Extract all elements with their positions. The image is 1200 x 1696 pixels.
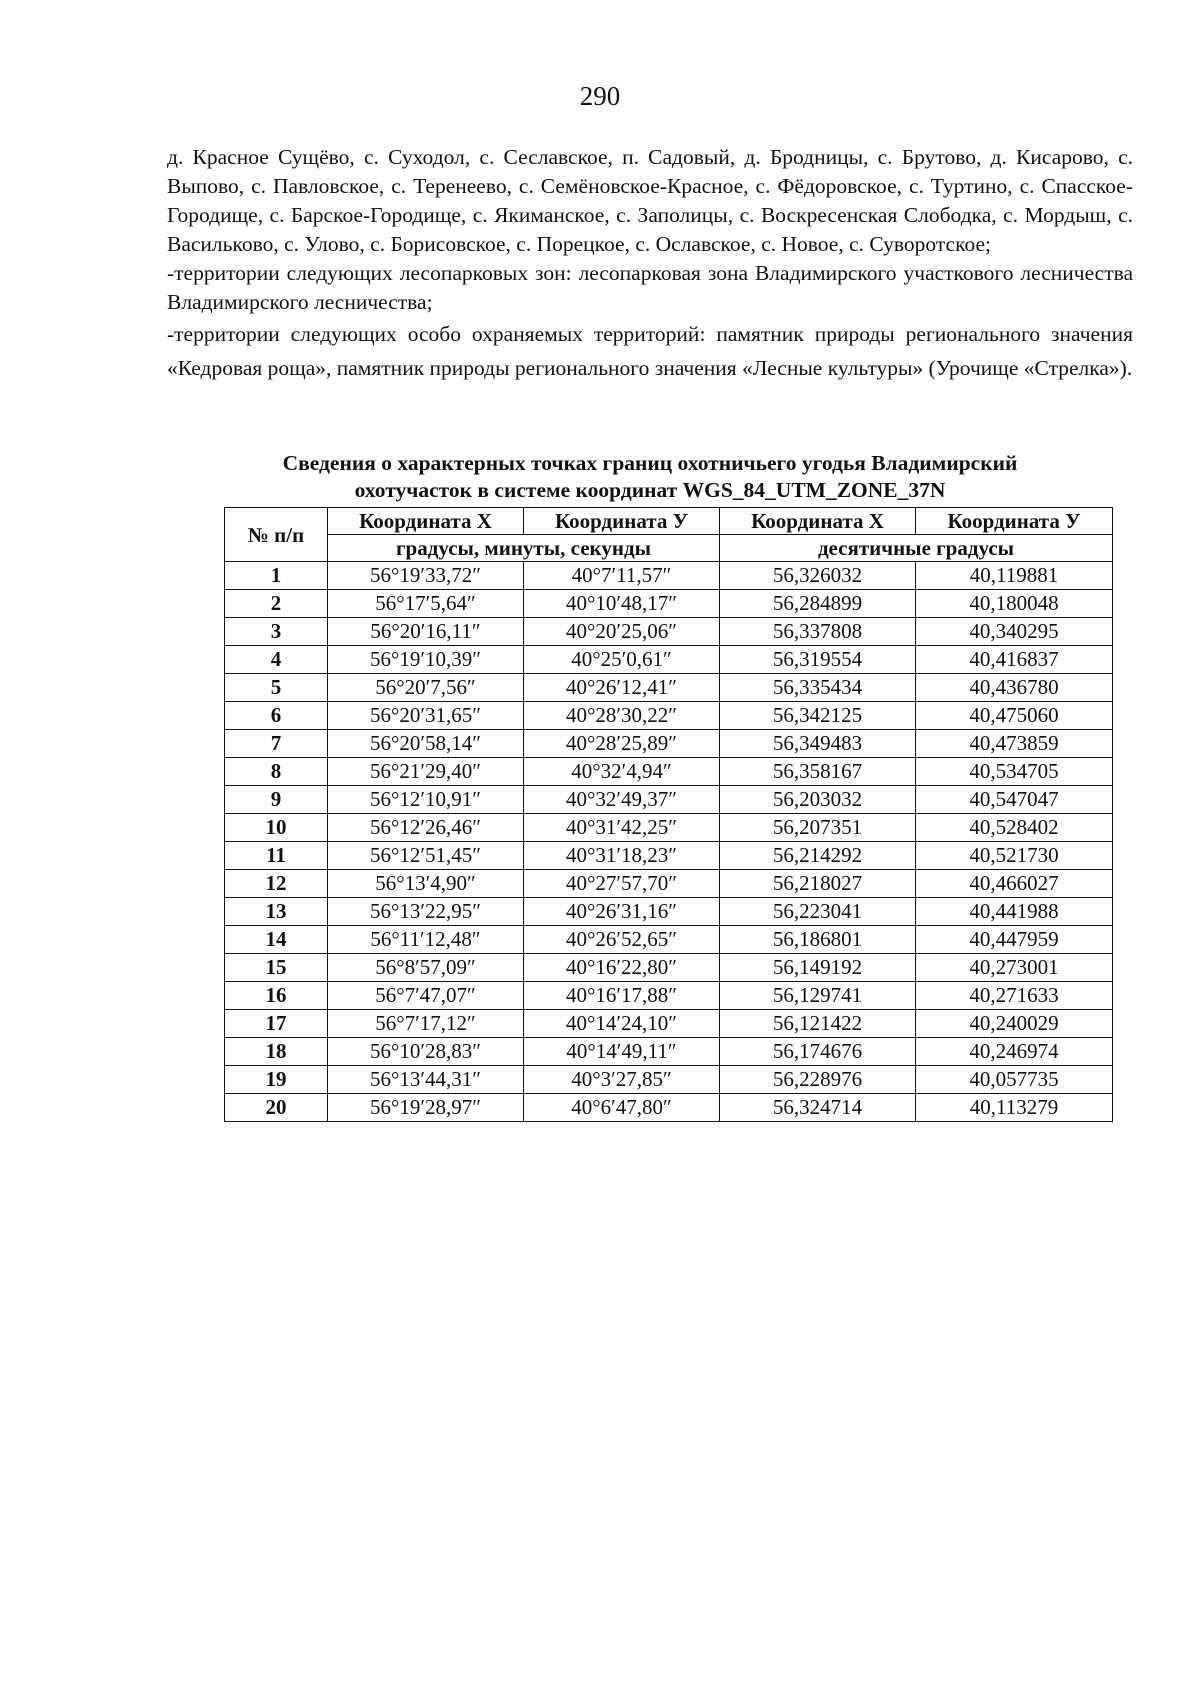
cell-x-dms: 56°19′33,72″ xyxy=(328,562,524,590)
cell-row-number: 10 xyxy=(225,814,328,842)
cell-row-number: 5 xyxy=(225,674,328,702)
cell-x-dms: 56°20′31,65″ xyxy=(328,702,524,730)
table-row xyxy=(225,954,1113,982)
cell-row-number: 17 xyxy=(225,1010,328,1038)
cell-x-decimal: 56,129741 xyxy=(720,982,916,1010)
cell-y-dms: 40°27′57,70″ xyxy=(524,870,720,898)
cell-y-decimal: 40,246974 xyxy=(916,1038,1113,1066)
cell-x-dms: 56°19′10,39″ xyxy=(328,646,524,674)
cell-y-decimal: 40,273001 xyxy=(916,954,1113,982)
cell-y-decimal: 40,528402 xyxy=(916,814,1113,842)
cell-y-decimal: 40,466027 xyxy=(916,870,1113,898)
table-row xyxy=(225,982,1113,1010)
cell-x-decimal: 56,337808 xyxy=(720,618,916,646)
cell-x-decimal: 56,342125 xyxy=(720,702,916,730)
cell-row-number: 8 xyxy=(225,758,328,786)
cell-y-decimal: 40,521730 xyxy=(916,842,1113,870)
cell-y-dms: 40°25′0,61″ xyxy=(524,646,720,674)
cell-row-number: 18 xyxy=(225,1038,328,1066)
cell-x-dms: 56°13′4,90″ xyxy=(328,870,524,898)
cell-x-decimal: 56,203032 xyxy=(720,786,916,814)
header-decimal-units: десятичные градусы xyxy=(720,535,1113,562)
cell-row-number: 20 xyxy=(225,1094,328,1122)
cell-row-number: 11 xyxy=(225,842,328,870)
cell-y-dms: 40°32′49,37″ xyxy=(524,786,720,814)
table-row xyxy=(225,1094,1113,1122)
cell-row-number: 6 xyxy=(225,702,328,730)
table-row xyxy=(225,590,1113,618)
cell-x-decimal: 56,319554 xyxy=(720,646,916,674)
cell-x-decimal: 56,174676 xyxy=(720,1038,916,1066)
table-row xyxy=(225,618,1113,646)
table-title xyxy=(167,450,1133,504)
paragraph-protected-areas: -территории следующих особо охраняемых территорий: памятник природы регионального значения «Кедровая роща», памятник природы регионального значения «Лесные культуры» (Урочище «Стрелка»). xyxy=(167,322,1133,380)
cell-row-number: 13 xyxy=(225,898,328,926)
table-row xyxy=(225,1010,1113,1038)
cell-x-decimal: 56,284899 xyxy=(720,590,916,618)
cell-y-decimal: 40,180048 xyxy=(916,590,1113,618)
cell-x-dms: 56°12′10,91″ xyxy=(328,786,524,814)
cell-y-dms: 40°26′31,16″ xyxy=(524,898,720,926)
cell-y-dms: 40°31′42,25″ xyxy=(524,814,720,842)
cell-x-decimal: 56,223041 xyxy=(720,898,916,926)
cell-row-number: 4 xyxy=(225,646,328,674)
table-row xyxy=(225,786,1113,814)
cell-x-dms: 56°13′44,31″ xyxy=(328,1066,524,1094)
cell-y-decimal: 40,240029 xyxy=(916,1010,1113,1038)
table-row xyxy=(225,898,1113,926)
cell-y-dms: 40°10′48,17″ xyxy=(524,590,720,618)
cell-y-decimal: 40,547047 xyxy=(916,786,1113,814)
cell-y-dms: 40°28′30,22″ xyxy=(524,702,720,730)
cell-x-dms: 56°7′17,12″ xyxy=(328,1010,524,1038)
cell-x-decimal: 56,149192 xyxy=(720,954,916,982)
cell-y-dms: 40°16′22,80″ xyxy=(524,954,720,982)
cell-y-dms: 40°26′12,41″ xyxy=(524,674,720,702)
cell-row-number: 16 xyxy=(225,982,328,1010)
cell-x-decimal: 56,207351 xyxy=(720,814,916,842)
cell-x-decimal: 56,218027 xyxy=(720,870,916,898)
table-row xyxy=(225,1038,1113,1066)
cell-y-dms: 40°31′18,23″ xyxy=(524,842,720,870)
cell-y-decimal: 40,473859 xyxy=(916,730,1113,758)
table-row xyxy=(225,926,1113,954)
cell-x-dms: 56°8′57,09″ xyxy=(328,954,524,982)
header-x-dms: Координата X xyxy=(328,508,524,535)
cell-x-decimal: 56,335434 xyxy=(720,674,916,702)
cell-x-dms: 56°20′16,11″ xyxy=(328,618,524,646)
cell-y-decimal: 40,057735 xyxy=(916,1066,1113,1094)
table-row xyxy=(225,674,1113,702)
cell-x-dms: 56°19′28,97″ xyxy=(328,1094,524,1122)
cell-y-dms: 40°16′17,88″ xyxy=(524,982,720,1010)
table-title-line-1: Сведения о характерных точках границ охотничьего угодья Владимирский xyxy=(282,451,1018,475)
table-row xyxy=(225,730,1113,758)
page-number: 290 xyxy=(579,81,621,111)
cell-y-dms: 40°14′49,11″ xyxy=(524,1038,720,1066)
coordinates-table-body xyxy=(225,562,1113,1122)
cell-x-dms: 56°7′47,07″ xyxy=(328,982,524,1010)
cell-y-decimal: 40,534705 xyxy=(916,758,1113,786)
cell-x-decimal: 56,214292 xyxy=(720,842,916,870)
cell-y-dms: 40°28′25,89″ xyxy=(524,730,720,758)
cell-y-dms: 40°7′11,57″ xyxy=(524,562,720,590)
cell-y-decimal: 40,441988 xyxy=(916,898,1113,926)
cell-y-decimal: 40,119881 xyxy=(916,562,1113,590)
cell-row-number: 7 xyxy=(225,730,328,758)
cell-y-decimal: 40,447959 xyxy=(916,926,1113,954)
cell-row-number: 1 xyxy=(225,562,328,590)
table-row xyxy=(225,1066,1113,1094)
cell-row-number: 19 xyxy=(225,1066,328,1094)
cell-x-dms: 56°20′58,14″ xyxy=(328,730,524,758)
cell-y-dms: 40°14′24,10″ xyxy=(524,1010,720,1038)
cell-x-decimal: 56,358167 xyxy=(720,758,916,786)
cell-x-dms: 56°12′26,46″ xyxy=(328,814,524,842)
header-y-dms: Координата У xyxy=(524,508,720,535)
paragraph-forest-park-zones: -территории следующих лесопарковых зон: лесопарковая зона Владимирского участкового лесничества Владимирского лесничества; xyxy=(167,261,1133,314)
table-row xyxy=(225,814,1113,842)
cell-x-dms: 56°20′7,56″ xyxy=(328,674,524,702)
cell-y-decimal: 40,271633 xyxy=(916,982,1113,1010)
cell-x-dms: 56°13′22,95″ xyxy=(328,898,524,926)
coordinates-table-header xyxy=(225,508,1113,562)
cell-row-number: 12 xyxy=(225,870,328,898)
body-text xyxy=(167,143,1133,385)
table-title-line-2: охотучасток в системе координат WGS_84_UTM_ZONE_37N xyxy=(354,478,946,502)
cell-x-decimal: 56,228976 xyxy=(720,1066,916,1094)
table-row xyxy=(225,842,1113,870)
cell-y-dms: 40°20′25,06″ xyxy=(524,618,720,646)
table-row xyxy=(225,646,1113,674)
header-row-number: № п/п xyxy=(225,508,328,562)
cell-x-dms: 56°11′12,48″ xyxy=(328,926,524,954)
header-y-decimal: Координата У xyxy=(916,508,1113,535)
cell-x-dms: 56°10′28,83″ xyxy=(328,1038,524,1066)
cell-y-dms: 40°6′47,80″ xyxy=(524,1094,720,1122)
cell-x-decimal: 56,324714 xyxy=(720,1094,916,1122)
table-row xyxy=(225,870,1113,898)
cell-x-decimal: 56,186801 xyxy=(720,926,916,954)
cell-row-number: 9 xyxy=(225,786,328,814)
cell-y-decimal: 40,113279 xyxy=(916,1094,1113,1122)
cell-y-decimal: 40,436780 xyxy=(916,674,1113,702)
table-row xyxy=(225,562,1113,590)
cell-y-dms: 40°32′4,94″ xyxy=(524,758,720,786)
cell-x-dms: 56°17′5,64″ xyxy=(328,590,524,618)
cell-y-decimal: 40,340295 xyxy=(916,618,1113,646)
table-row xyxy=(225,702,1113,730)
cell-row-number: 2 xyxy=(225,590,328,618)
cell-y-decimal: 40,416837 xyxy=(916,646,1113,674)
table-row xyxy=(225,758,1113,786)
cell-row-number: 15 xyxy=(225,954,328,982)
cell-x-dms: 56°21′29,40″ xyxy=(328,758,524,786)
cell-y-dms: 40°3′27,85″ xyxy=(524,1066,720,1094)
cell-x-decimal: 56,349483 xyxy=(720,730,916,758)
paragraph-settlements: д. Красное Сущёво, с. Суходол, с. Сеславское, п. Садовый, д. Бродницы, с. Брутово, д. Кисарово, с. Выпово, с. Павловское, с. Теренеево, с. Семёновское-Красное, с. Фёдоровское, с. Туртино, с. Спасское-Городище, с. Барское-Городище, с. Якиманское, с. Заполицы, с. Воскресенская Слободка, с. Мордыш, с. Васильково, с. Улово, с. Борисовское, с. Порецкое, с. Ославское, с. Новое, с. Суворотское; xyxy=(167,145,1133,256)
cell-row-number: 14 xyxy=(225,926,328,954)
cell-y-decimal: 40,475060 xyxy=(916,702,1113,730)
cell-y-dms: 40°26′52,65″ xyxy=(524,926,720,954)
coordinates-table xyxy=(224,507,1113,1122)
cell-x-dms: 56°12′51,45″ xyxy=(328,842,524,870)
header-x-decimal: Координата X xyxy=(720,508,916,535)
cell-row-number: 3 xyxy=(225,618,328,646)
cell-x-decimal: 56,326032 xyxy=(720,562,916,590)
cell-x-decimal: 56,121422 xyxy=(720,1010,916,1038)
header-dms-units: градусы, минуты, секунды xyxy=(328,535,720,562)
